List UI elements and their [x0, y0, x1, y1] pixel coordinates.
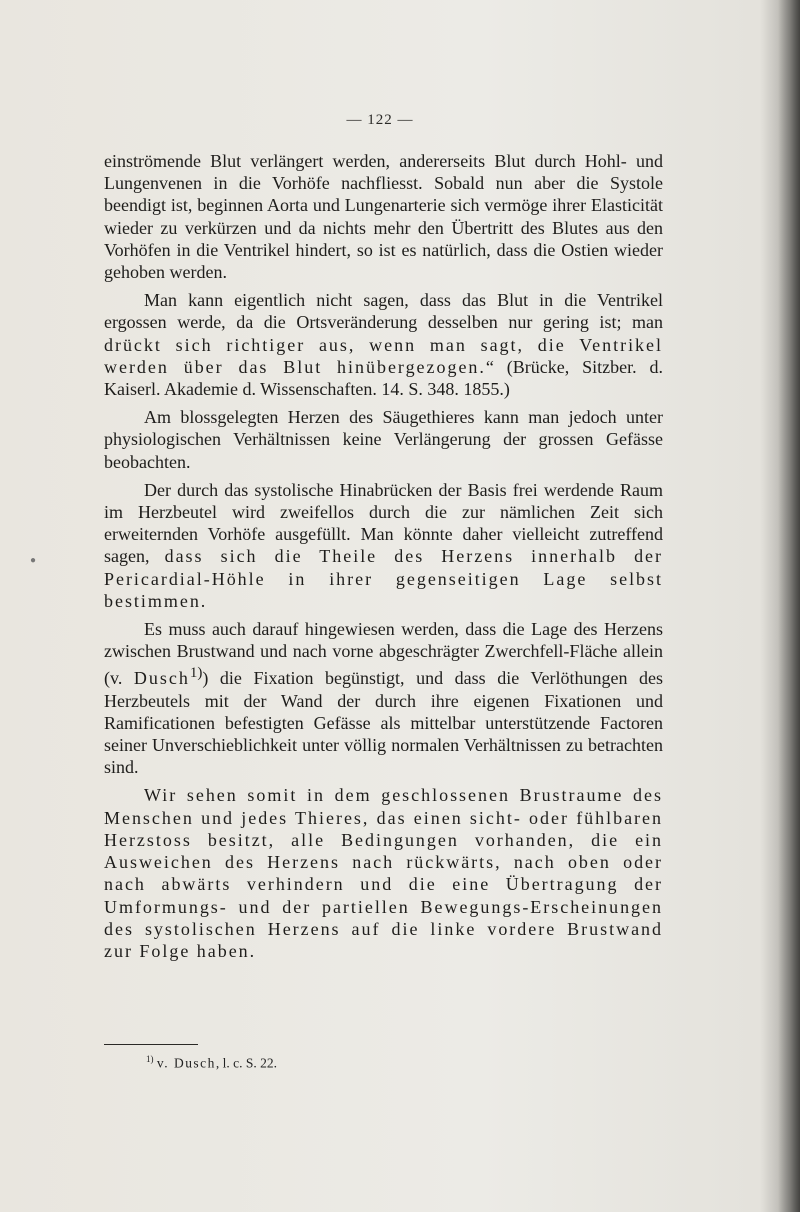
paragraph-5-text-start: Es muss auch darauf hingewiesen werden, dass die Lage des Herzens zwischen Brustwand und nach vorne abgeschrägter Zwerchfell-Fläche allein (v.	[104, 619, 663, 689]
paragraph-5-emphasis: Dusch	[133, 668, 190, 689]
paragraph-2-text-start: Man kann eigentlich nicht sagen, dass das Blut in die Ventrikel ergossen werde, da die Ortsveränderung desselben nur gering ist; man	[104, 290, 663, 333]
page-edge-shadow	[778, 0, 800, 1212]
footnote-author: v. Dusch	[156, 1055, 216, 1071]
paragraph-2-emphasis: drückt sich richtiger aus, wenn man sagt, die Ventrikel werden über das Blut hinübergezogen.	[104, 334, 663, 377]
paragraph-2-text-end: “ (Brücke, Sitzber. d. Kaiserl. Akademie d. Wissenschaften. 14. S. 348. 1855.)	[104, 356, 663, 400]
paragraph-1	[104, 150, 663, 283]
paragraph-4-text-start: Der durch das systolische Hinabrücken der Basis frei werdende Raum im Herzbeutel wird zweifellos durch die zur nämlichen Zeit sich erweiternden Vorhöfe ausgefüllt. Man könnte daher vielleicht zutreffend sagen,	[104, 479, 663, 567]
body-text	[104, 150, 663, 968]
paragraph-3	[104, 406, 663, 473]
footnote-divider	[104, 1044, 198, 1045]
footnote-reference-text: , l. c. S. 22.	[215, 1055, 278, 1071]
paragraph-4	[104, 479, 663, 612]
footnote-marker: 1)	[146, 1054, 154, 1064]
paragraph-5-text-end: ) die Fixation begünstigt, und dass die Verlöthungen des Herzbeutels mit der Wand der durch ihre eigenen Fixationen und Ramificationen befestigten Gefässe als mittelbar unterstützende Factoren seiner Unverschieblichkeit unter völlig normalen Verhältnissen zu betrachten sind.	[104, 668, 664, 778]
paragraph-5	[104, 618, 663, 778]
paragraph-1-text: einströmende Blut verlängert werden, andererseits Blut durch Hohl- und Lungenvenen in die Vorhöfe nachfliesst. Sobald nun aber die Systole beendigt ist, beginnen Aorta und Lungenarterie sich vermöge ihrer Elasticität wieder zu verkürzen und da nichts mehr den Übertritt des Blutes aus den Vorhöfen in die Ventrikel hindert, so ist es natürlich, dass die Ostien wieder gehoben werden.	[104, 151, 663, 283]
paragraph-3-text: Am blossgelegten Herzen des Säugethieres kann man jedoch unter physiologischen Verhältnissen keine Verlängerung der grossen Gefässe beobachten.	[104, 407, 663, 472]
page-number: — 122 —	[346, 112, 414, 128]
footnote-reference: 1)	[189, 665, 203, 682]
paragraph-2	[104, 289, 663, 400]
paragraph-6-emphasis: Wir sehen somit in dem geschlossenen Brustraume des Menschen und jedes Thieres, das einen sicht- oder fühlbaren Herzstoss besitzt, alle Bedingungen vorhanden, die ein Ausweichen des Herzens nach rückwärts, nach oben oder nach abwärts verhindern und die eine Übertragung der Umformungs- und der partiellen Bewegungs-Erscheinungen des systolischen Herzens auf die linke vordere Brustwand zur Folge haben.	[104, 785, 663, 961]
paragraph-4-emphasis: dass sich die Theile des Herzens innerhalb der Pericardial-Höhle in ihrer gegenseitigen Lage selbst bestimmen.	[104, 546, 663, 611]
footnote	[146, 1054, 277, 1072]
paper-speck-icon: ●	[30, 555, 37, 566]
paragraph-6	[104, 784, 663, 962]
